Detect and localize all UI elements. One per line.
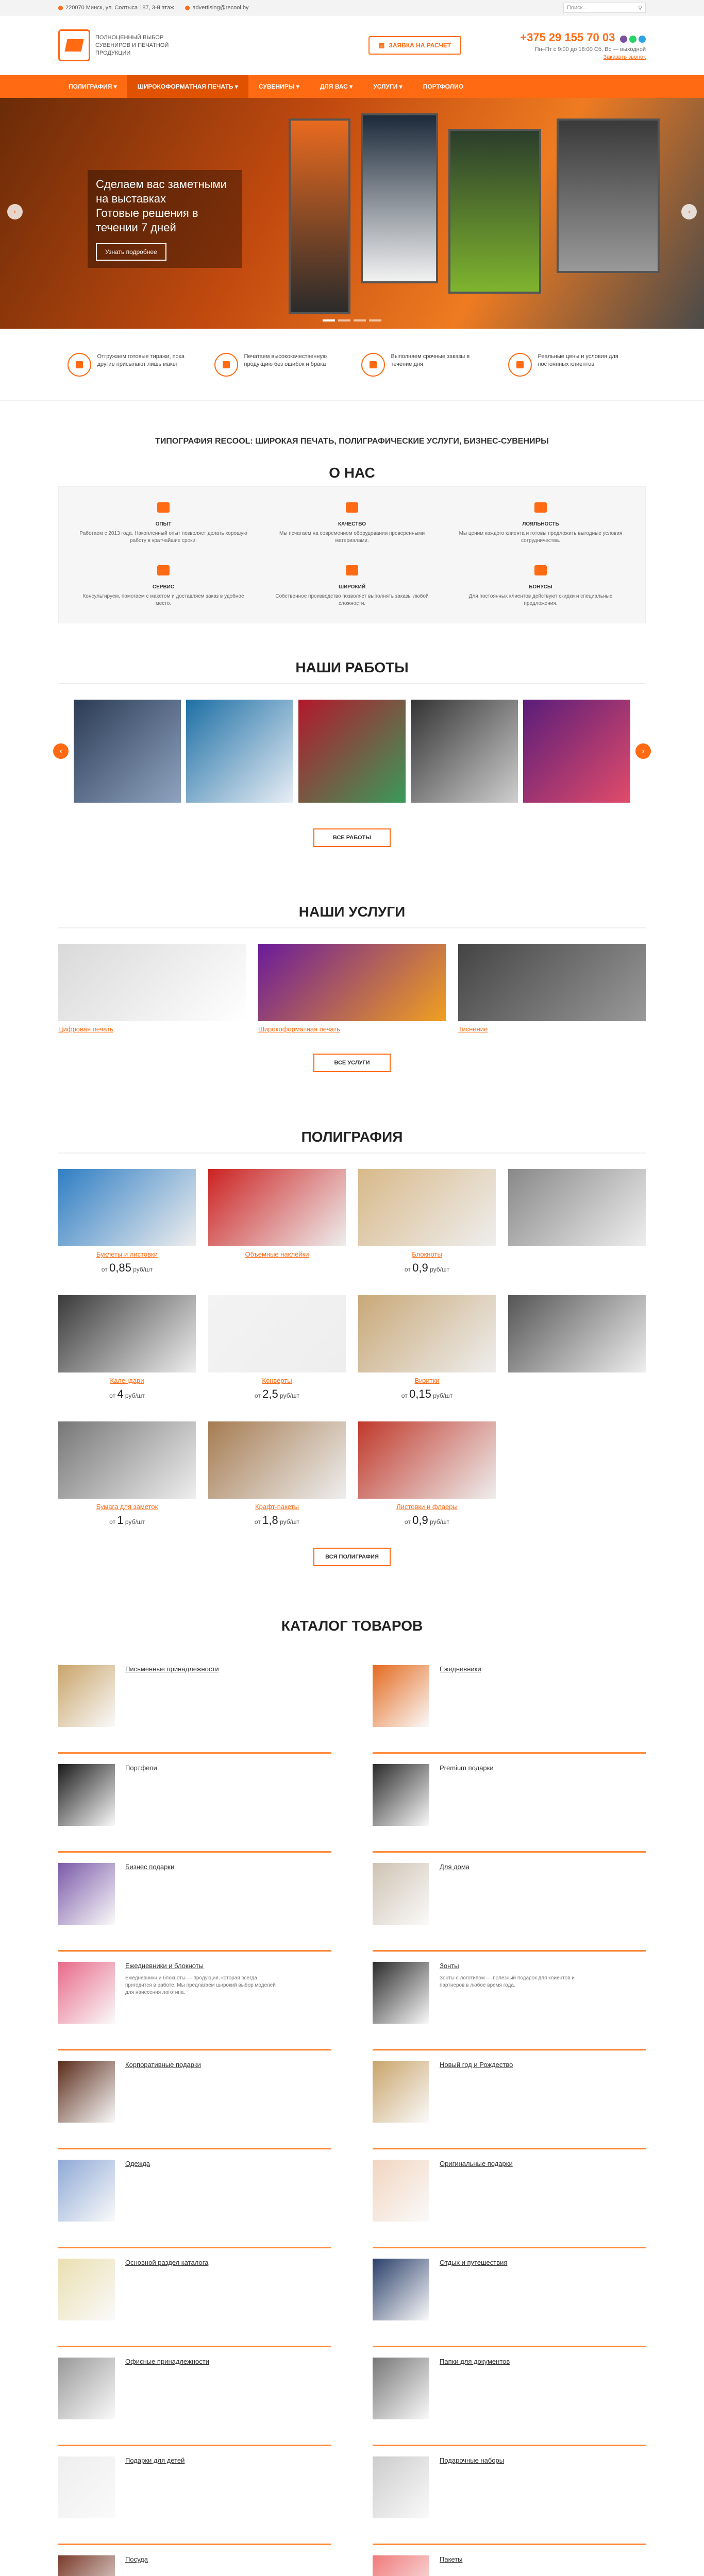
polygraphy-price: от 1,8 руб/шт: [254, 1514, 300, 1527]
catalog-info: [125, 2555, 148, 2576]
logo-tagline: ПОЛНОЦЕННЫЙ ВЫБОР СУВЕНИРОВ И ПЕЧАТНОЙ ПРОДУКЦИИ: [95, 34, 169, 56]
catalog-info: [125, 1764, 157, 1851]
polygraphy-photo[interactable]: [58, 1421, 196, 1499]
price-value: 4: [117, 1387, 124, 1400]
advantage-text: Печатаем высококачественную продукцию без ошибок и брака: [244, 353, 327, 367]
price-value: 0,85: [109, 1261, 131, 1274]
working-hours: Пн–Пт с 9:00 до 18:00 Сб, Вс — выходной: [534, 46, 646, 53]
catalog-link[interactable]: Портфели: [125, 1764, 157, 1772]
address-text: 220070 Минск, ул. Солтыса 187, 3-й этаж: [58, 5, 174, 11]
works-carousel: [58, 700, 646, 808]
catalog-link[interactable]: Premium подарки: [440, 1764, 494, 1772]
advantages: [0, 329, 704, 401]
services-list: [58, 944, 646, 1033]
hero-more-button[interactable]: Узнать подробнее: [96, 243, 166, 261]
nav-item[interactable]: УСЛУГИ ▾: [373, 83, 403, 90]
search-icon[interactable]: ⚲: [638, 5, 642, 11]
catalog-title: КАТАЛОГ ТОВАРОВ: [281, 1618, 423, 1634]
services-title: НАШИ УСЛУГИ: [298, 904, 406, 920]
nav-item[interactable]: ПОРТФОЛИО: [423, 83, 464, 90]
catalog-info: [440, 1665, 481, 1752]
polygraphy-price: от 4 руб/шт: [109, 1387, 145, 1400]
polygraphy-photo[interactable]: [358, 1295, 496, 1372]
polygraphy-price: от 1 руб/шт: [109, 1514, 145, 1527]
polygraphy-link[interactable]: Листовки и флаеры: [396, 1503, 458, 1511]
catalog-info: [440, 1764, 494, 1851]
hero-prev-arrow[interactable]: ‹: [7, 204, 23, 219]
price-value: 2,5: [262, 1387, 278, 1400]
polygraphy-photo[interactable]: [208, 1295, 346, 1372]
catalog-item[interactable]: [58, 2149, 331, 2248]
catalog-item[interactable]: [373, 1655, 646, 1754]
polygraphy-card[interactable]: [58, 1421, 196, 1527]
catalog-item[interactable]: [58, 2347, 331, 2446]
polygraphy-card[interactable]: [358, 1295, 496, 1401]
main-nav: [0, 75, 704, 98]
topbar: [0, 0, 704, 15]
polygraphy-price: от 0,85 руб/шт: [101, 1261, 153, 1274]
hero-image-rollup: [361, 113, 438, 283]
callback-link[interactable]: Заказать звонок: [603, 54, 646, 60]
price-value: 0,9: [412, 1514, 428, 1527]
telegram-icon[interactable]: [639, 36, 646, 43]
polygraphy-card[interactable]: [358, 1421, 496, 1527]
messengers: [620, 36, 646, 43]
nav-item[interactable]: ПОЛИГРАФИЯ ▾: [69, 83, 117, 90]
catalog-thumb[interactable]: [58, 1665, 115, 1727]
all-works-button[interactable]: ВСЕ РАБОТЫ: [313, 828, 391, 847]
catalog-link[interactable]: Корпоративные подарки: [125, 2061, 201, 2069]
catalog-info: [440, 2160, 513, 2247]
works-prev-arrow[interactable]: ‹: [53, 743, 69, 759]
advantage-item: [508, 353, 637, 377]
hero-next-arrow[interactable]: ›: [681, 204, 697, 219]
polygraphy-photo[interactable]: [358, 1421, 496, 1499]
catalog-link[interactable]: Пакеты: [440, 2555, 463, 2563]
about-title: О НАС: [329, 465, 375, 481]
advantage-icon: [68, 353, 91, 377]
service-photo[interactable]: [458, 944, 646, 1021]
advantage-text: Реальные цены и условия для постоянных клиентов: [538, 353, 618, 367]
price-value: 0,9: [412, 1261, 428, 1274]
polygraphy-card[interactable]: [208, 1169, 346, 1275]
catalog-thumb[interactable]: [373, 1665, 429, 1727]
service-card[interactable]: [458, 944, 646, 1033]
catalog-item[interactable]: [373, 2545, 646, 2576]
slider-dot[interactable]: [354, 319, 366, 321]
catalog-item[interactable]: [373, 1853, 646, 1952]
header: [0, 15, 704, 75]
about-item-title: ОПЫТ: [155, 521, 172, 527]
about-item-title: ШИРОКИЙ: [338, 584, 366, 590]
about-item-text: Консультируем, помогаем с макетом и доставляем заказ в удобное место.: [82, 594, 244, 606]
slider-dot[interactable]: [338, 319, 350, 321]
about-item-title: КАЧЕСТВО: [338, 521, 366, 527]
work-photo[interactable]: [298, 700, 406, 803]
header-phone[interactable]: +375 29 155 70 03: [520, 30, 615, 44]
catalog-thumb[interactable]: [58, 1764, 115, 1826]
about-icon: [153, 560, 174, 581]
polygraphy-price: от 0,9 руб/шт: [404, 1261, 450, 1274]
catalog-thumb[interactable]: [58, 2358, 115, 2419]
calculator-icon: ▦: [379, 42, 385, 49]
works-next-arrow[interactable]: ›: [635, 743, 651, 759]
polygraphy-card[interactable]: [208, 1295, 346, 1401]
catalog-info: [125, 2061, 201, 2148]
advantage-icon: [361, 353, 385, 377]
polygraphy-photo[interactable]: [208, 1421, 346, 1499]
catalog-thumb[interactable]: [58, 2160, 115, 2222]
advantage-icon: [214, 353, 238, 377]
typography-heading: ТИПОГРАФИЯ RECOOL: ШИРОКАЯ ПЕЧАТЬ, ПОЛИГРАФИЧЕСКИЕ УСЛУГИ, БИЗНЕС-СУВЕНИРЫ: [155, 437, 549, 446]
catalog-link[interactable]: Одежда: [125, 2160, 150, 2167]
catalog-thumb[interactable]: [58, 1962, 115, 2024]
about-icon: [342, 560, 362, 581]
catalog-item[interactable]: [58, 2446, 331, 2545]
about-icon: [153, 497, 174, 518]
catalog-info: [125, 1665, 219, 1752]
catalog-link[interactable]: Посуда: [125, 2555, 148, 2563]
advantage-item: [361, 353, 490, 377]
catalog-thumb[interactable]: [58, 2456, 115, 2518]
nav-item[interactable]: СУВЕНИРЫ ▾: [258, 83, 299, 90]
catalog-link[interactable]: Новый год и Рождество: [440, 2061, 513, 2069]
polygraphy-photo[interactable]: [508, 1169, 646, 1246]
nav-item[interactable]: ДЛЯ ВАС ▾: [320, 83, 353, 90]
service-photo[interactable]: [258, 944, 446, 1021]
polygraphy-link[interactable]: Блокноты: [412, 1250, 442, 1258]
catalog-item[interactable]: [58, 2545, 331, 2576]
logo-icon: [58, 29, 90, 61]
polygraphy-card[interactable]: [358, 1169, 496, 1275]
catalog-item[interactable]: [373, 2446, 646, 2545]
about-item-text: Собственное производство позволяет выполнять заказы любой сложности.: [275, 594, 429, 606]
catalog-info: [440, 2061, 513, 2148]
catalog-item[interactable]: [58, 1655, 331, 1754]
catalog-link[interactable]: Для дома: [440, 1863, 470, 1871]
works-title: НАШИ РАБОТЫ: [295, 659, 409, 675]
catalog-info: [125, 2259, 208, 2346]
catalog-info: [125, 1863, 174, 1950]
polygraphy-title: ПОЛИГРАФИЯ: [301, 1129, 403, 1145]
catalog-link[interactable]: Подарки для детей: [125, 2456, 185, 2464]
catalog-item[interactable]: [58, 1754, 331, 1853]
email-link[interactable]: advertising@recool.by: [185, 5, 248, 11]
catalog-item[interactable]: [58, 2248, 331, 2347]
service-photo[interactable]: [58, 944, 246, 1021]
hero-slider: [0, 98, 704, 329]
catalog-info: [440, 2456, 504, 2544]
polygraphy-card[interactable]: [208, 1421, 346, 1527]
catalog-link[interactable]: Зонты: [440, 1962, 459, 1970]
mail-icon: [185, 6, 190, 10]
about-item: [268, 497, 436, 545]
catalog-thumb[interactable]: [58, 2259, 115, 2320]
polygraphy-photo[interactable]: [58, 1169, 196, 1246]
polygraphy-price: от 0,9 руб/шт: [404, 1514, 450, 1527]
catalog-desc: Ежедневники и блокноты — продукция, которая всегда пригодится в работе. Мы предлагаем широкий выбор моделей для нанесения логотипа.: [125, 1975, 276, 1995]
catalog-thumb[interactable]: [373, 2259, 429, 2320]
catalog-link[interactable]: Ежедневники и блокноты: [125, 1962, 204, 1970]
catalog-link[interactable]: Оригинальные подарки: [440, 2160, 513, 2167]
polygraphy-card[interactable]: [58, 1295, 196, 1401]
about-item-title: БОНУСЫ: [529, 584, 552, 590]
catalog-item[interactable]: [58, 1853, 331, 1952]
polygraphy-photo[interactable]: [58, 1295, 196, 1372]
catalog-info: [440, 2555, 463, 2576]
catalog-link[interactable]: Бизнес подарки: [125, 1863, 175, 1871]
about-item: [457, 497, 625, 545]
polygraphy-link[interactable]: Буклеты и листовки: [96, 1250, 158, 1258]
catalog-thumb[interactable]: [58, 2061, 115, 2123]
service-card[interactable]: [258, 944, 446, 1033]
about-item: [79, 560, 247, 607]
viber-icon[interactable]: [620, 36, 627, 43]
price-value: 1,8: [262, 1514, 278, 1527]
catalog-desc: Зонты с логотипом — полезный подарок для клиентов и партнеров в любое время года.: [440, 1975, 575, 1988]
slider-dot[interactable]: [323, 319, 335, 321]
hero-caption: [88, 170, 242, 268]
service-card[interactable]: [58, 944, 246, 1033]
catalog-link[interactable]: Письменные принадлежности: [125, 1665, 219, 1673]
catalog-link[interactable]: Ежедневники: [440, 1665, 481, 1673]
catalog-thumb[interactable]: [373, 2160, 429, 2222]
polygraphy-link[interactable]: Крафт-пакеты: [255, 1503, 299, 1511]
calc-request-button[interactable]: ▦ ЗАЯВКА НА РАСЧЕТ: [368, 36, 461, 55]
polygraphy-photo[interactable]: [508, 1295, 646, 1372]
polygraphy-photo[interactable]: [208, 1169, 346, 1246]
catalog-thumb[interactable]: [373, 2555, 429, 2576]
catalog-item[interactable]: [373, 2050, 646, 2149]
catalog-info: [440, 1863, 470, 1950]
about-icon: [530, 497, 551, 518]
catalog-thumb[interactable]: [373, 2358, 429, 2419]
hero-title: Сделаем вас заметными на выставках: [96, 178, 227, 205]
catalog-link[interactable]: Основной раздел каталога: [125, 2259, 209, 2266]
about-icon: [342, 497, 362, 518]
polygraphy-price: от 2,5 руб/шт: [254, 1387, 300, 1400]
logo[interactable]: [58, 29, 183, 61]
catalog-thumb[interactable]: [373, 2061, 429, 2123]
hero-image-stand: [289, 118, 350, 314]
catalog-info: [440, 2259, 507, 2346]
catalog-item[interactable]: [373, 2149, 646, 2248]
advantage-text: Выполняем срочные заказы в течение дня: [391, 353, 470, 367]
all-polygraphy-button[interactable]: ВСЯ ПОЛИГРАФИЯ: [313, 1548, 391, 1566]
catalog-link[interactable]: Отдых и путешествия: [440, 2259, 508, 2266]
divider: [58, 927, 646, 928]
polygraphy-price: от 0,15 руб/шт: [401, 1387, 453, 1400]
catalog-thumb[interactable]: [373, 1764, 429, 1826]
header-contacts: [520, 31, 646, 60]
nav-item[interactable]: ШИРОКОФОРМАТНАЯ ПЕЧАТЬ ▾: [127, 75, 248, 98]
all-services-button[interactable]: ВСЕ УСЛУГИ: [313, 1054, 391, 1072]
catalog-thumb[interactable]: [58, 2555, 115, 2576]
catalog-grid: [58, 1655, 646, 2576]
hero-image-banner: [448, 129, 541, 294]
slider-dot[interactable]: [369, 319, 381, 321]
about-item-title: ЛОЯЛЬНОСТЬ: [522, 521, 559, 527]
about-item: [79, 497, 247, 545]
price-value: 1: [117, 1514, 124, 1527]
divider: [58, 1153, 646, 1154]
advantage-text: Отгружаем готовые тиражи, пока другие присылают лишь макет: [97, 353, 185, 367]
catalog-info: [125, 2358, 209, 2445]
about-item-text: Мы ценим каждого клиента и готовы предложить выгодные условия сотрудничества.: [459, 531, 623, 544]
work-photo[interactable]: [74, 700, 181, 803]
hero-image-booth: [557, 118, 660, 273]
catalog-item[interactable]: [373, 1754, 646, 1853]
work-photo[interactable]: [186, 700, 293, 803]
service-link[interactable]: Широкоформатная печать: [258, 1025, 341, 1033]
polygraphy-link[interactable]: Бумага для заметок: [96, 1503, 158, 1511]
catalog-item[interactable]: [373, 2347, 646, 2446]
catalog-link[interactable]: Папки для документов: [440, 2358, 510, 2365]
about-item-title: СЕРВИС: [152, 584, 175, 590]
price-value: 0,15: [409, 1387, 431, 1400]
catalog-item[interactable]: [58, 1952, 331, 2050]
catalog-item[interactable]: [373, 1952, 646, 2050]
catalog-info: [125, 2456, 185, 2544]
polygraphy-link[interactable]: Визитки: [414, 1377, 440, 1384]
catalog-info: [440, 2358, 510, 2445]
catalog-item[interactable]: [58, 2050, 331, 2149]
polygraphy-card[interactable]: [508, 1169, 646, 1275]
polygraphy-link[interactable]: Календари: [110, 1377, 144, 1384]
advantage-item: [68, 353, 196, 377]
service-link[interactable]: Цифровая печать: [58, 1025, 113, 1033]
about-section: [58, 486, 646, 623]
location-icon: [58, 6, 63, 10]
catalog-info: [440, 1962, 594, 2049]
catalog-info: [125, 1962, 280, 2049]
catalog-item[interactable]: [373, 2248, 646, 2347]
polygraphy-card[interactable]: [508, 1295, 646, 1401]
catalog-info: [125, 2160, 150, 2247]
whatsapp-icon[interactable]: [629, 36, 636, 43]
about-item-text: Для постоянных клиентов действуют скидки и специальные предложения.: [468, 594, 613, 606]
about-item-text: Работаем с 2013 года. Накопленный опыт позволяет делать хорошую работу в кратчайшие сроки.: [79, 531, 247, 544]
catalog-thumb[interactable]: [58, 1863, 115, 1925]
about-item-text: Мы печатаем на современном оборудовании проверенными материалами.: [279, 531, 425, 544]
catalog-link[interactable]: Подарочные наборы: [440, 2456, 505, 2464]
hero-subtitle: Готовые решения в течении 7 дней: [96, 207, 198, 234]
polygraphy-link[interactable]: Конверты: [262, 1377, 292, 1384]
service-link[interactable]: Тиснение: [458, 1025, 488, 1033]
about-icon: [530, 560, 551, 581]
catalog-thumb[interactable]: [373, 1863, 429, 1925]
search-input[interactable]: Поиск... ⚲: [563, 3, 646, 13]
catalog-thumb[interactable]: [373, 1962, 429, 2024]
polygraphy-photo[interactable]: [358, 1169, 496, 1246]
hero-dots: [0, 319, 704, 321]
polygraphy-link[interactable]: Объемные наклейки: [245, 1250, 309, 1258]
divider: [58, 683, 646, 684]
about-item: [268, 560, 436, 607]
polygraphy-grid: [58, 1169, 646, 1527]
about-item: [457, 560, 625, 607]
advantage-icon: [508, 353, 532, 377]
polygraphy-card[interactable]: [58, 1169, 196, 1275]
advantage-item: [214, 353, 343, 377]
catalog-thumb[interactable]: [373, 2456, 429, 2518]
work-photo[interactable]: [523, 700, 630, 803]
work-photo[interactable]: [411, 700, 518, 803]
catalog-link[interactable]: Офисные принадлежности: [125, 2358, 209, 2365]
